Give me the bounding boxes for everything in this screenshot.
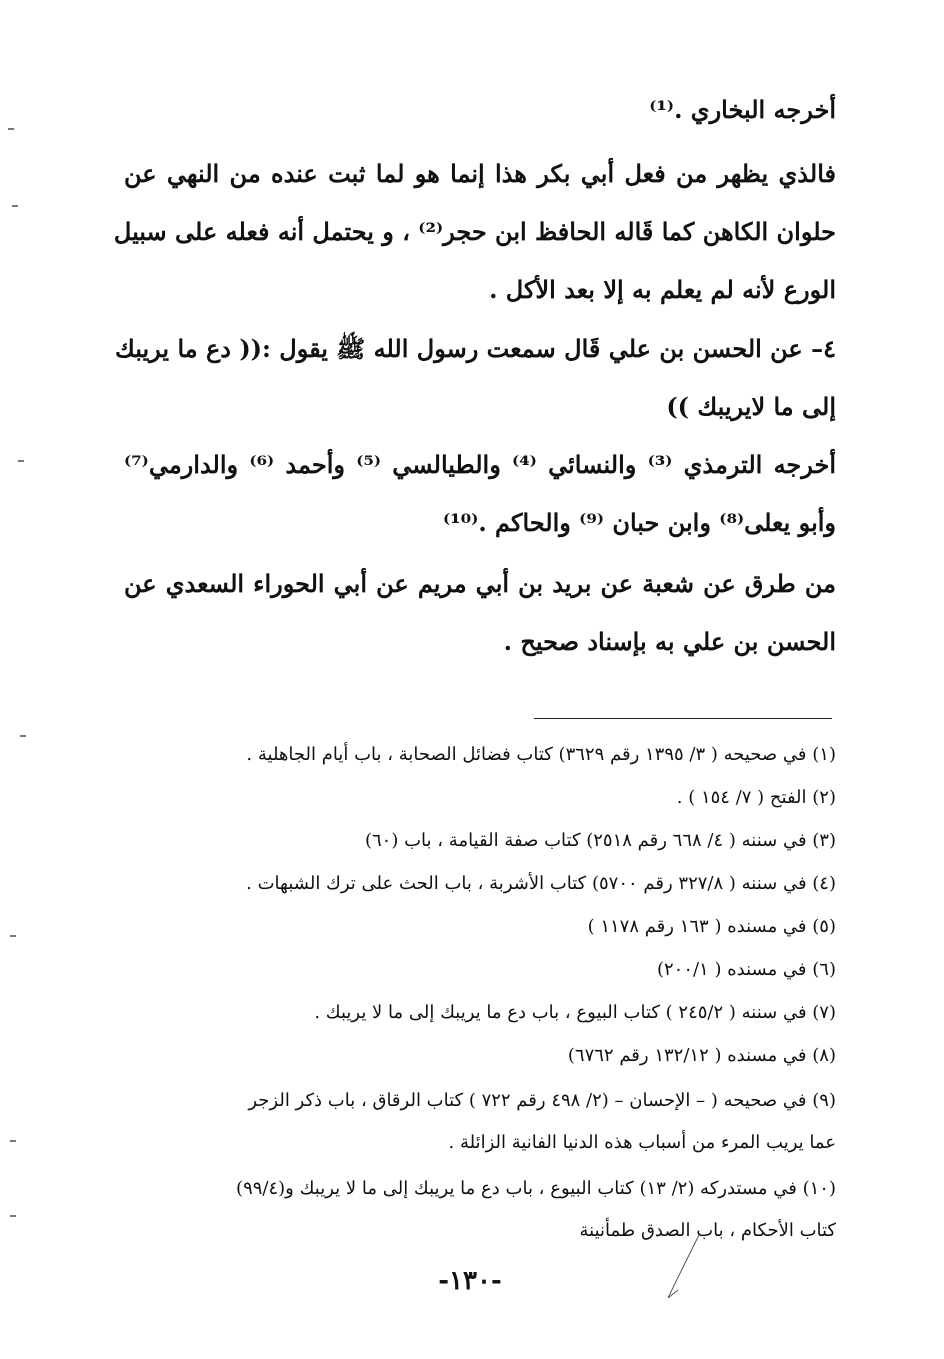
footnote-3: (٣) في سننه ( ٤/ ٦٦٨ رقم ٢٥١٨) كتاب صفة القيامة ، باب (٦٠) [364, 830, 836, 851]
body-line-2: فالذي يظهر من فعل أبي بكر هذا إنما هو لما ثبت عنده من النهي عن [124, 159, 836, 188]
footnote-9-continued: عما يريب المرء من أسباب هذه الدنيا الفانية الزائلة . [448, 1132, 836, 1153]
footnote-2: (٢) الفتح ( ٧/ ١٥٤ ) . [676, 787, 836, 808]
footnote-8: (٨) في مسنده ( ١٣٢/١٢ رقم ٦٧٦٢) [567, 1045, 836, 1066]
scan-margin-mark [20, 735, 26, 737]
footnote-separator [534, 718, 832, 719]
body-line-10: الحسن بن علي به بإسناد صحيح . [503, 627, 836, 656]
scan-margin-mark [18, 460, 24, 462]
body-line-4: الورع لأنه لم يعلم به إلا بعد الأكل . [489, 275, 836, 304]
scan-margin-mark [10, 1215, 16, 1217]
footnote-7: (٧) في سننه ( ٢٤٥/٢ ) كتاب البيوع ، باب دع ما يريبك إلى ما لا يريبك . [314, 1002, 836, 1023]
page-number: -١٣٠- [438, 1266, 502, 1296]
pen-stroke-mark [650, 1228, 710, 1308]
footnote-5: (٥) في مسنده ( ١٦٣ رقم ١١٧٨ ) [587, 916, 836, 937]
footnote-6: (٦) في مسنده ( ٢٠٠/١) [656, 959, 836, 980]
footnote-4: (٤) في سننه ( ٣٢٧/٨ رقم ٥٧٠٠) كتاب الأشربة ، باب الحث على ترك الشبهات . [246, 873, 836, 894]
scan-margin-mark [12, 205, 18, 207]
scan-margin-mark [8, 128, 14, 130]
body-line-3: حلوان الكاهن كما قَاله الحافظ ابن حجر⁽²⁾ ، و يحتمل أنه فعله على سبيل [113, 217, 836, 246]
body-line-7: أخرجه الترمذي ⁽³⁾ والنسائي ⁽⁴⁾ والطيالسي ⁽⁵⁾ وأحمد ⁽⁶⁾ والدارمي⁽⁷⁾ [124, 450, 837, 479]
footnote-1: (١) في صحيحه ( ٣/ ١٣٩٥ رقم ٣٦٢٩) كتاب فضائل الصحابة ، باب أيام الجاهلية . [246, 744, 836, 765]
scan-margin-mark [10, 935, 16, 937]
scan-margin-mark [10, 1140, 16, 1142]
body-line-6: إلى ما لايريبك )) [666, 392, 836, 421]
footnote-10: (١٠) في مستدركه (٢/ ١٣) كتاب البيوع ، باب دع ما يريبك إلى ما لا يريبك و(٩٩/٤) [236, 1178, 836, 1199]
footnote-10-continued: كتاب الأحكام ، باب الصدق طمأنينة [579, 1220, 836, 1241]
footnote-9: (٩) في صحيحه ( – الإحسان – (٢/ ٤٩٨ رقم ٧٢٢ ) كتاب الرقاق ، باب ذكر الزجر [248, 1090, 836, 1111]
body-line-5: ٤– عن الحسن بن علي قَال سمعت رسول الله ﷺ يقول :(( دع ما يريبك [115, 334, 836, 363]
body-line-8: وأبو يعلى⁽⁸⁾ وابن حبان ⁽⁹⁾ والحاكم .⁽¹⁰⁾ [443, 508, 836, 537]
body-line-1: أخرجه البخاري .⁽¹⁾ [649, 95, 836, 124]
body-line-9: من طرق عن شعبة عن بريد بن أبي مريم عن أبي الحوراء السعدي عن [124, 569, 836, 598]
